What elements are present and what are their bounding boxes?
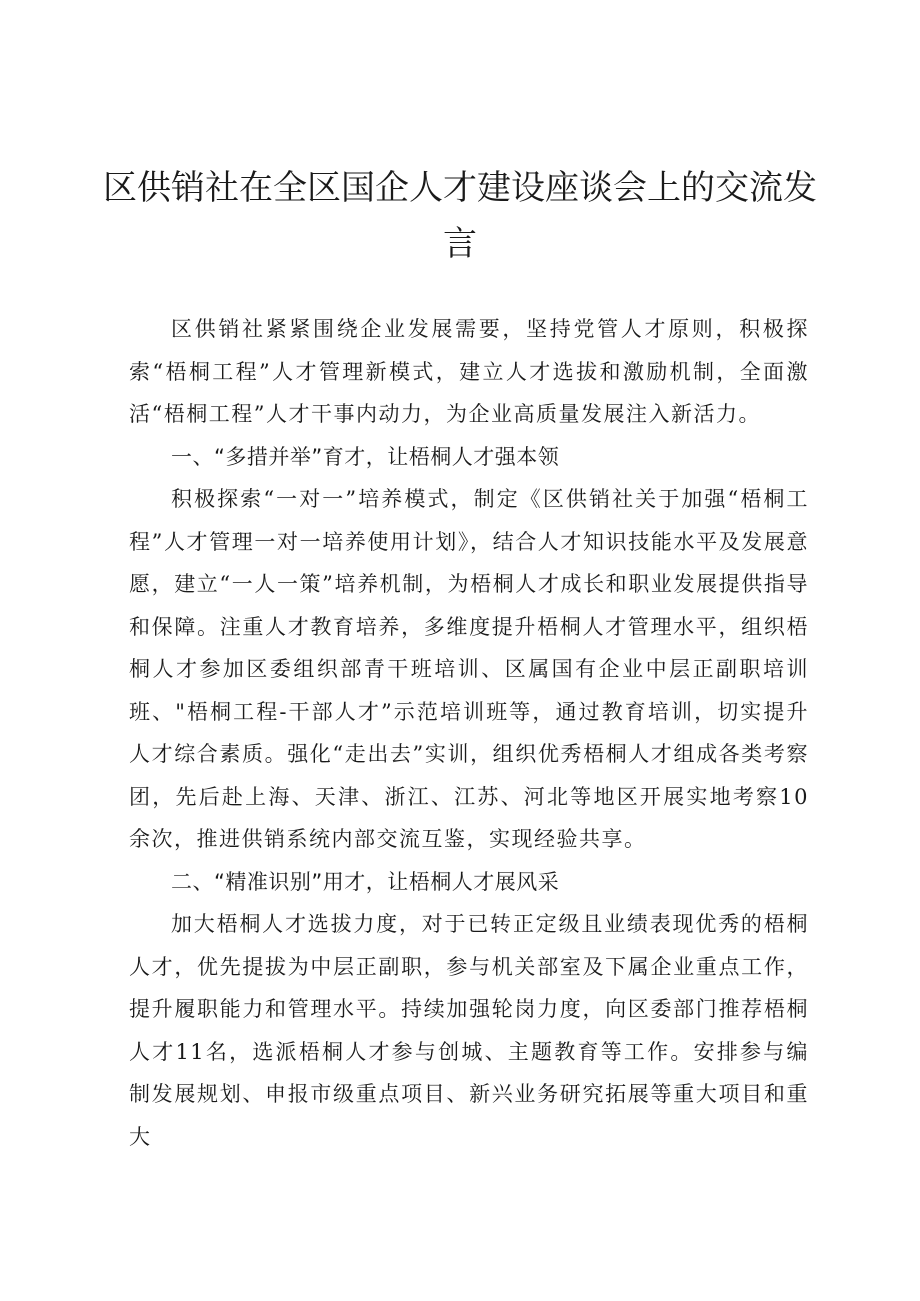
section-2-body: 加大梧桐人才选拔力度，对于已转正定级且业绩表现优秀的梧桐人才，优先提拔为中层正副职，参与机关部室及下属企业重点工作，提升履职能力和管理水平。持续加强轮岗力度，向区委部门推荐梧桐人才11名，选派梧桐人才参与创城、主题教育等工作。安排参与编制发展规划、申报市级重点项目、新兴业务研究拓展等重大项目和重大 — [129, 912, 809, 1149]
document-title: 区供销社在全区国企人才建设座谈会上的交流发言 — [103, 168, 817, 264]
section-2-heading: 二、“精准识别”用才，让梧桐人才展风采 — [171, 869, 560, 894]
section-1-body: 积极探索“一对一”培养模式，制定《区供销社关于加强“梧桐工程”人才管理一对一培养使用计划》，结合人才知识技能水平及发展意愿，建立“一人一策”培养机制，为梧桐人才成长和职业发展提供指导和保障。注重人才教育培养，多维度提升梧桐人才管理水平，组织梧桐人才参加区委组织部青干班培训、区属国有企业中层正副职培训班、"梧桐工程-干部人才”示范培训班等，通过教育培训，切实提升人才综合素质。强化“走出去”实训，组织优秀梧桐人才组成各类考察团，先后赴上海、天津、浙江、江苏、河北等地区开展实地考察10余次，推进供销系统内部交流互鉴，实现经验共享。 — [129, 487, 809, 851]
intro-paragraph: 区供销社紧紧围绕企业发展需要，坚持党管人才原则，积极探索“梧桐工程”人才管理新模式，建立人才选拔和激励机制，全面激活“梧桐工程”人才干事内动力，为企业高质量发展注入新活力。 — [129, 317, 809, 426]
section-1-heading: 一、“多措并举”育才，让梧桐人才强本领 — [171, 444, 560, 469]
document-body — [129, 308, 809, 1158]
